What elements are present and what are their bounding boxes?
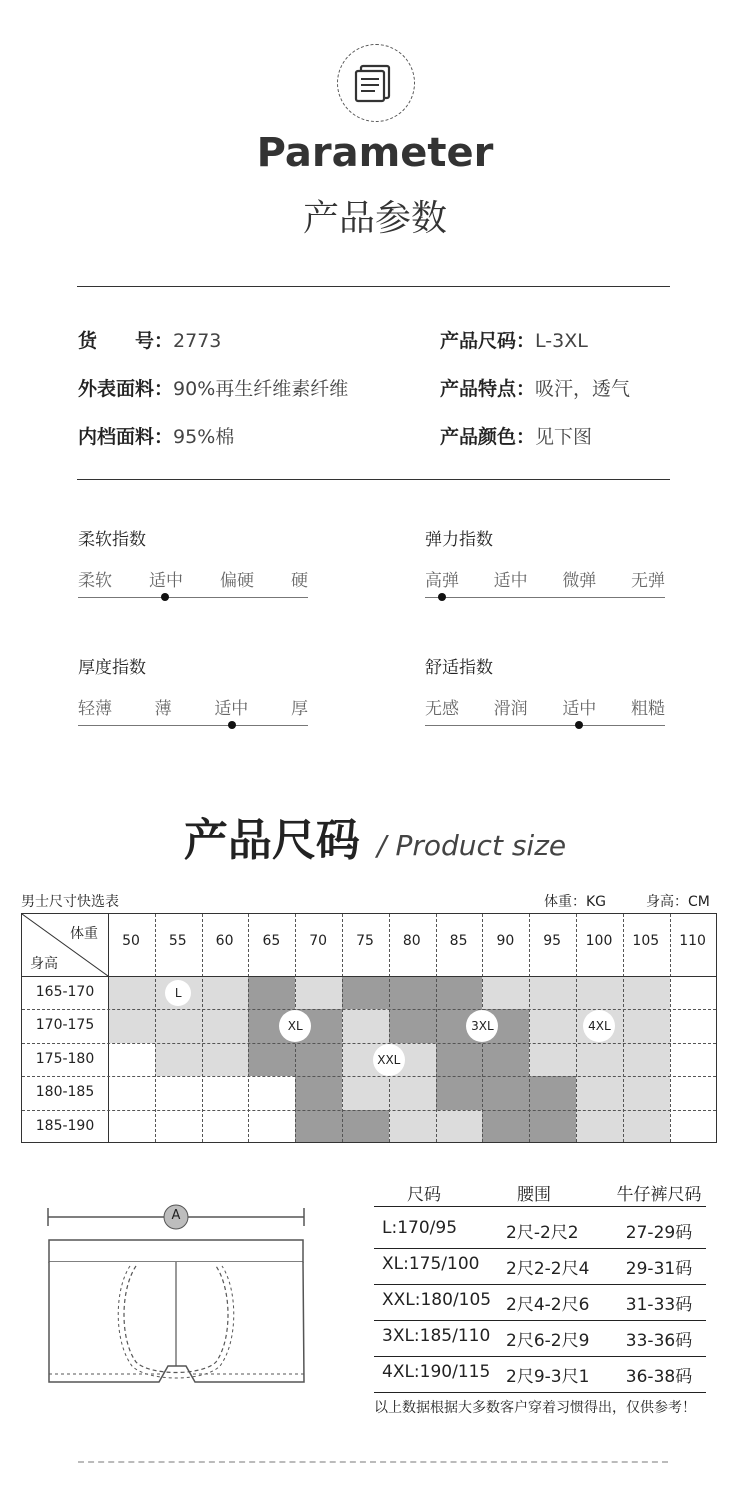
param-color: 产品颜色：见下图 — [440, 426, 593, 448]
table-cell: 36-38码 — [625, 1367, 693, 1387]
table-cell: 29-31码 — [625, 1259, 693, 1279]
index-track — [78, 597, 308, 598]
header-icon-circle — [337, 44, 415, 122]
measure-marker-a: A — [171, 1208, 181, 1223]
index-track — [78, 725, 308, 726]
size-chart-title: 男士尺寸快选表 — [21, 894, 119, 910]
param-crotch-fabric: 内档面料：95%棉 — [78, 426, 235, 448]
weight-label: 60 — [215, 933, 234, 949]
height-label: 185-190 — [35, 1117, 95, 1134]
weight-label: 85 — [449, 933, 468, 949]
table-cell: XXL:180/105 — [382, 1290, 492, 1310]
corner-height-label: 身高 — [30, 956, 58, 972]
index-marker — [575, 721, 583, 729]
table-cell: XL:175/100 — [382, 1254, 480, 1274]
weight-label: 55 — [168, 933, 187, 949]
index-track — [425, 725, 665, 726]
param-item-number: 货 号：2773 — [78, 330, 222, 352]
table-rule — [374, 1320, 706, 1321]
weight-label: 75 — [356, 933, 374, 949]
corner-weight-label: 体重 — [70, 926, 98, 942]
softness-index — [78, 525, 308, 605]
size-badge-xxl: XXL — [373, 1044, 405, 1076]
index-levels: 无感 滑润 适中 粗糙 — [425, 699, 665, 719]
bottom-divider — [78, 1461, 668, 1463]
size-badge-xl: XL — [279, 1010, 311, 1042]
table-cell: L:170/95 — [382, 1218, 458, 1238]
height-unit: 身高：CM — [646, 894, 710, 910]
weight-label: 100 — [585, 933, 613, 949]
index-levels: 轻薄 薄 适中 厚 — [78, 699, 308, 719]
underwear-diagram — [40, 1200, 320, 1400]
index-title: 厚度指数 — [78, 658, 146, 678]
size-badge-4xl: 4XL — [583, 1010, 615, 1042]
table-rule — [374, 1356, 706, 1357]
height-label: 180-185 — [35, 1084, 95, 1101]
size-badge-3xl: 3XL — [466, 1010, 498, 1042]
index-marker — [228, 721, 236, 729]
divider-top — [77, 286, 670, 287]
comfort-index — [425, 653, 665, 733]
weight-label: 65 — [262, 933, 281, 949]
table-cell: 2尺9-3尺1 — [506, 1367, 590, 1387]
weight-label: 95 — [543, 933, 562, 949]
table-rule — [374, 1206, 706, 1207]
index-marker — [161, 593, 169, 601]
table-cell: 27-29码 — [625, 1223, 693, 1243]
index-title: 舒适指数 — [425, 658, 493, 678]
table-cell: 4XL:190/115 — [382, 1362, 491, 1382]
table-rule — [374, 1248, 706, 1249]
weight-label: 50 — [122, 933, 140, 949]
page-title-en: Parameter — [256, 130, 494, 176]
page-title-cn: 产品参数 — [302, 198, 447, 239]
size-badge-l: L — [165, 980, 191, 1006]
index-levels: 高弹 适中 微弹 无弹 — [425, 571, 665, 591]
index-levels: 柔软 适中 偏硬 硬 — [78, 571, 308, 591]
size-note: 以上数据根据大多数客户穿着习惯得出，仅供参考！ — [374, 1400, 696, 1416]
index-marker — [438, 593, 446, 601]
size-section-title: 产品尺码 / Product size — [183, 815, 567, 866]
table-header-jeans: 牛仔裤尺码 — [616, 1185, 702, 1205]
table-cell: 2尺-2尺2 — [506, 1223, 579, 1243]
table-rule — [374, 1392, 706, 1393]
height-label: 175-180 — [35, 1050, 95, 1067]
table-cell: 3XL:185/110 — [382, 1326, 491, 1346]
param-outer-fabric: 外表面料：90%再生纤维素纤维 — [78, 378, 349, 400]
table-cell: 2尺6-2尺9 — [506, 1331, 590, 1351]
table-rule — [374, 1284, 706, 1285]
param-size-range: 产品尺码：L-3XL — [440, 330, 588, 352]
table-header-waist: 腰围 — [517, 1185, 551, 1205]
index-title: 弹力指数 — [425, 530, 493, 550]
table-cell: 33-36码 — [625, 1331, 693, 1351]
weight-label: 105 — [632, 933, 660, 949]
weight-label: 80 — [402, 933, 421, 949]
weight-label: 70 — [309, 933, 328, 949]
table-header-size: 尺码 — [407, 1185, 441, 1205]
elasticity-index — [425, 525, 665, 605]
table-cell: 2尺4-2尺6 — [506, 1295, 590, 1315]
weight-unit: 体重：KG — [544, 894, 607, 910]
weight-label: 90 — [496, 933, 515, 949]
index-title: 柔软指数 — [78, 530, 146, 550]
thickness-index — [78, 653, 308, 733]
table-cell: 2尺2-2尺4 — [506, 1259, 590, 1279]
table-cell: 31-33码 — [625, 1295, 693, 1315]
divider-middle — [77, 479, 670, 480]
param-features: 产品特点：吸汗，透气 — [440, 378, 631, 400]
height-label: 165-170 — [35, 984, 95, 1000]
index-track — [425, 597, 665, 598]
weight-label: 110 — [679, 933, 706, 949]
document-icon — [337, 44, 415, 122]
height-label: 170-175 — [35, 1017, 95, 1034]
